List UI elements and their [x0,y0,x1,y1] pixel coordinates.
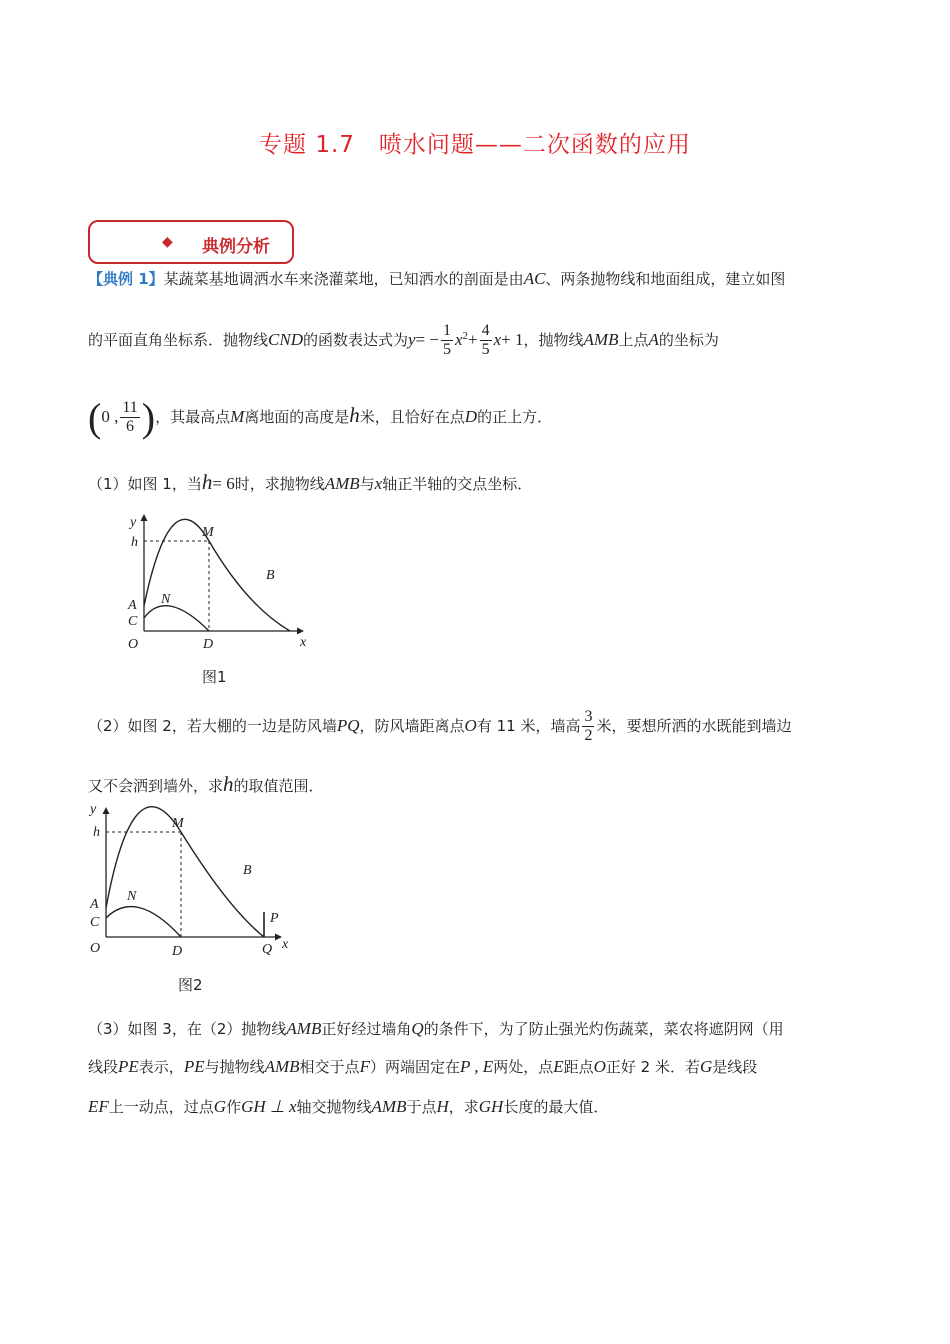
label-y: y [90,802,97,817]
text: 的平面直角坐标系．抛物线 [88,331,269,349]
question-3-line-3 [88,1096,608,1117]
page-title: 专题 1.7 喷水问题——二次函数的应用 [259,132,691,158]
denominator: 5 [442,341,451,358]
math-AMB: AMB [264,1057,300,1076]
fraction-3-2 [582,708,594,745]
text: 某蔬菜基地调洒水车来浇灌菜地，已知洒水的剖面是由 [163,270,524,288]
math-PE: PE [183,1057,205,1076]
math-EF: EF [88,1097,109,1116]
text: （2）如图 2，若大棚的一边是防风墙 [88,717,337,735]
text: 线段 [88,1058,119,1076]
label-B: B [266,568,275,583]
text: 作 [226,1098,242,1116]
math-PE: PE [118,1057,139,1076]
math-x: x [454,330,463,349]
question-1 [88,470,532,495]
text: 米，要想所洒的水既能到墙边 [596,717,792,735]
math-AMB: AMB [583,330,619,349]
label-O: O [128,637,139,652]
label-h: h [131,535,138,550]
label-B: B [243,863,252,878]
label-A: A [90,897,99,912]
text: 的坐标为 [658,331,719,349]
text: 是线段 [712,1058,758,1076]
math-D: D [464,407,478,426]
text: 、两条抛物线和地面组成，建立如图 [545,270,786,288]
fraction-1-5 [441,322,453,359]
text: 离地面的高度是 [244,408,350,426]
math-PQ: PQ [336,716,360,735]
label-Q: Q [262,942,273,957]
math-x: x [374,474,383,493]
exponent: 2 [462,330,469,342]
denominator: 5 [481,341,490,358]
math-Q: Q [411,1019,424,1038]
question-3-line-2 [88,1056,757,1077]
text: 的条件下，为了防止强光灼伤蔬菜，菜农将遮阴网（用 [423,1020,784,1038]
figure-1-caption: 图1 [202,668,227,686]
math-AMB: AMB [286,1019,322,1038]
text: 米，且恰好在点 [359,408,465,426]
text: 于点 [406,1098,437,1116]
math-AC: AC [523,269,546,288]
math-h: h [223,772,234,796]
math-M: M [230,407,245,426]
text: （1）如图 1，当 [88,475,202,493]
math-GH-perp-x: GH ⊥ x [241,1097,297,1116]
math-op: + [468,330,478,349]
math-y: y [408,330,416,349]
parabola-AMB [106,807,264,937]
label-x: x [300,635,307,650]
parabola-CND [144,606,209,631]
label-D: D [203,637,214,652]
text: ，其最高点 [155,408,231,426]
diamond-icon: ◆ [162,234,173,250]
label-y: y [130,515,137,530]
math-op: + 1 [501,330,524,349]
text: 距点 [563,1058,594,1076]
math-E: E [553,1057,564,1076]
label-O: O [90,941,101,956]
math-P-E: P , E [459,1057,494,1076]
label-N: N [161,592,171,607]
example-line-2 [88,322,719,359]
text: 时，求抛物线 [234,475,325,493]
x-axis-arrow [297,628,304,635]
example-line-3 [88,394,552,441]
text: 的取值范围． [233,777,324,795]
y-axis-arrow [103,807,110,814]
numerator: 4 [481,322,490,339]
text: 正好 2 米．若 [605,1058,700,1076]
math-x: x [493,330,502,349]
numerator: 11 [122,399,138,416]
numerator: 1 [442,322,451,339]
text: 又不会洒到墙外，求 [88,777,224,795]
text: （3）如图 3，在（2）抛物线 [88,1020,287,1038]
text: ，求 [448,1098,479,1116]
left-paren: ( [88,395,102,440]
example-tag: 【典例 1】 [88,270,164,288]
example-line-1 [88,268,785,289]
label-C: C [90,915,100,930]
x-axis-arrow [275,934,282,941]
text: 相交于点 [299,1058,360,1076]
text: 的正上方． [477,408,553,426]
math-AMB: AMB [324,474,360,493]
figure-1 [112,506,332,656]
text: ，防风墙距离点 [359,717,465,735]
label-N: N [127,889,137,904]
math-AMB: AMB [371,1097,407,1116]
math-A: A [648,330,659,349]
math-G: G [699,1057,713,1076]
section-label: 典例分析 [202,237,270,257]
label-M: M [172,816,184,831]
right-paren: ) [141,395,156,440]
text: 与 [359,475,375,493]
math-GH: GH [478,1097,504,1116]
text: 上一动点，过点 [108,1098,214,1116]
coord-zero: 0 , [101,407,119,426]
question-2-line-1 [88,708,791,745]
fraction-11-6 [120,399,139,436]
label-C: C [128,614,138,629]
math-O: O [464,716,477,735]
denominator: 2 [584,727,593,744]
label-M: M [202,525,214,540]
math-H: H [436,1097,449,1116]
text: 两处，点 [493,1058,554,1076]
y-axis-arrow [141,514,148,521]
text: 与抛物线 [204,1058,265,1076]
math-O: O [593,1057,606,1076]
label-P: P [270,911,279,926]
text: 的函数表达式为 [302,331,408,349]
text: 轴交抛物线 [296,1098,372,1116]
math-op: = 6 [212,474,235,493]
math-h: h [349,403,360,427]
text: 表示， [138,1058,184,1076]
text: ）两端固定在 [369,1058,460,1076]
parabola-CND [106,907,181,937]
text: 上点 [618,331,649,349]
math-CND: CND [268,330,303,349]
text: 正好经过墙角 [321,1020,412,1038]
math-G: G [213,1097,227,1116]
label-x: x [282,937,289,952]
label-A: A [128,598,137,613]
math-op: = − [415,330,439,349]
figure-2-caption: 图2 [178,976,203,994]
label-h: h [93,825,100,840]
question-3-line-1 [88,1018,784,1039]
figure-2 [84,796,304,966]
denominator: 6 [126,418,135,435]
question-2-line-2 [88,772,324,797]
text: 长度的最大值． [503,1098,609,1116]
fraction-4-5 [480,322,492,359]
numerator: 3 [584,708,593,725]
math-F: F [359,1057,370,1076]
text: ，抛物线 [523,331,584,349]
text: 有 11 米，墙高 [476,717,581,735]
math-h: h [201,470,213,494]
label-D: D [172,944,183,959]
text: 轴正半轴的交点坐标． [382,475,533,493]
